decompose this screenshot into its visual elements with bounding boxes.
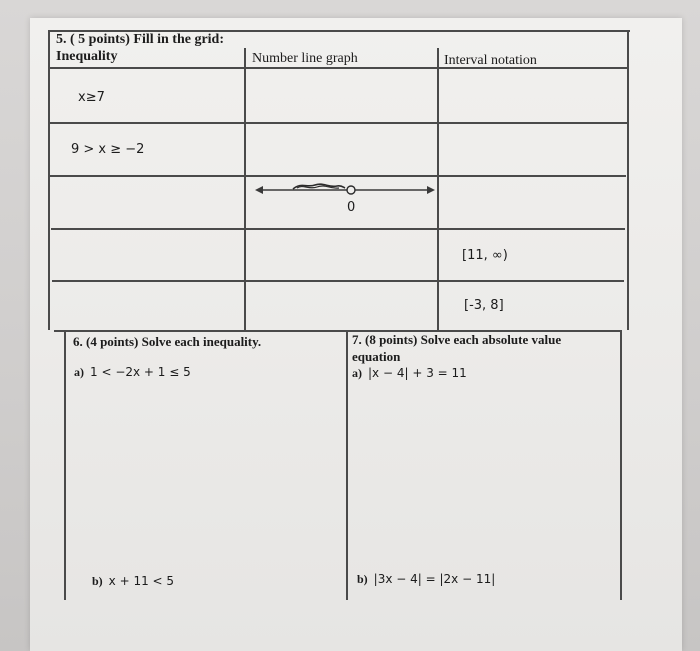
part-b-label: b) xyxy=(357,572,368,586)
section-5-title: 5. ( 5 points) Fill in the grid: xyxy=(56,32,225,47)
lower-right-border xyxy=(620,330,622,600)
part-a-expression: |x − 4| + 3 = 11 xyxy=(368,366,467,380)
section-6-part-b xyxy=(92,574,174,589)
header-interval: Interval notation xyxy=(444,53,537,68)
row-5-interval: [-3, 8] xyxy=(464,298,504,313)
section-7-title-line-1: 7. (8 points) Solve each absolute value xyxy=(352,332,562,347)
row-divider-4 xyxy=(52,280,624,282)
header-number-line: Number line graph xyxy=(252,51,358,66)
row-4-interval: [11, ∞) xyxy=(462,248,508,263)
lower-center-divider xyxy=(346,330,348,600)
row-divider-3 xyxy=(51,228,625,230)
table-left-border xyxy=(48,30,50,330)
number-line-zero-label: 0 xyxy=(347,200,356,215)
table-right-border xyxy=(627,30,629,330)
part-a-label: a) xyxy=(352,366,362,380)
part-a-expression: 1 < −2x + 1 ≤ 5 xyxy=(90,365,191,379)
lower-left-border xyxy=(64,330,66,600)
row-2-inequality: 9 > x ≥ −2 xyxy=(71,142,145,157)
column-divider-2 xyxy=(437,48,439,330)
part-b-expression: x + 11 < 5 xyxy=(108,574,175,588)
part-b-expression: |3x − 4| = |2x − 11| xyxy=(373,572,496,586)
header-inequality: Inequality xyxy=(56,49,118,64)
worksheet-page xyxy=(30,18,682,651)
header-divider xyxy=(48,67,628,69)
section-7-part-a xyxy=(352,366,467,381)
part-a-label: a) xyxy=(74,365,84,379)
section-6-part-a xyxy=(74,365,191,380)
number-line-graph xyxy=(245,176,437,228)
part-b-label: b) xyxy=(92,574,103,588)
section-7-title-line-2: equation xyxy=(352,349,401,364)
section-7-part-b xyxy=(357,572,495,587)
row-1-inequality: x≥7 xyxy=(78,90,105,105)
row-divider-1 xyxy=(49,122,627,124)
section-6-title: 6. (4 points) Solve each inequality. xyxy=(73,334,262,349)
